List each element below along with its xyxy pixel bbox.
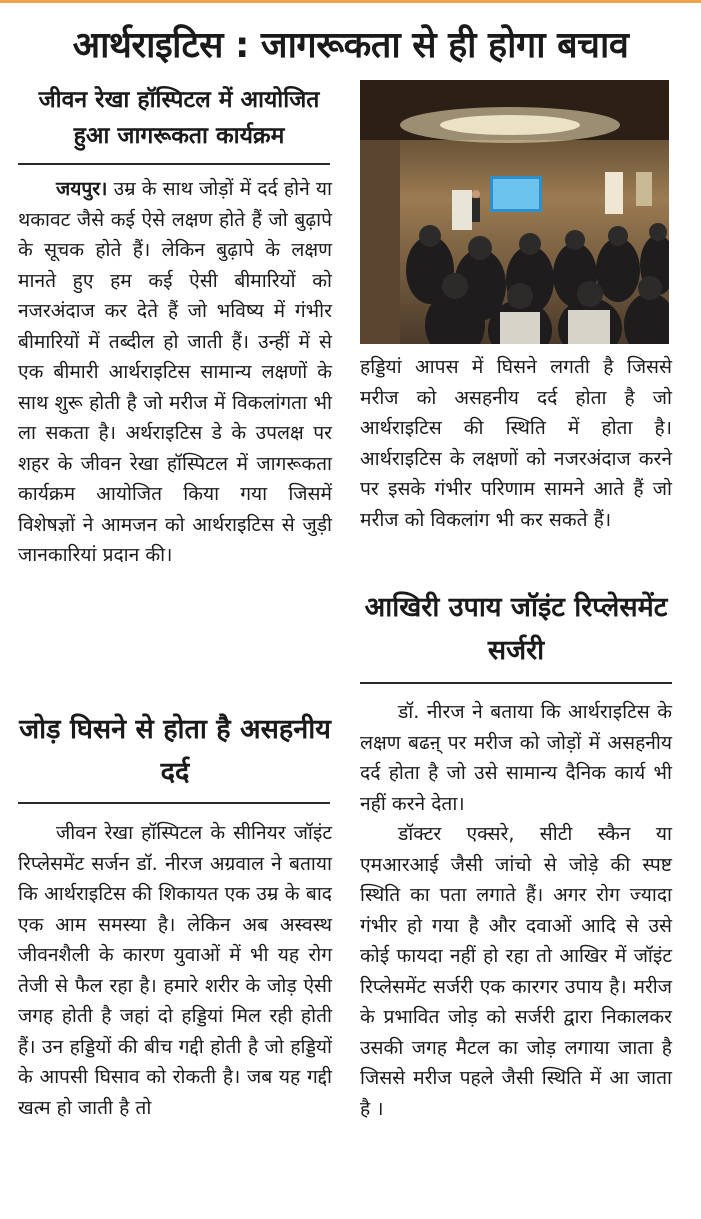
event-photo (360, 80, 669, 344)
section2-paragraph-1: डॉ. नीरज ने बताया कि आर्थराइटिस के लक्षण बढऩ् पर मरीज को जोड़ों में असहनीय दर्द होता है जो उसे सामान्य दैनिक कार्य भी नहीं करने देता। (360, 700, 672, 815)
intro-column (18, 174, 332, 571)
section2-paragraph-2: डॉक्टर एक्सरे, सीटी स्कैन या एमआरआई जैसी जांचो से जोड़े की स्पष्ट स्थिति का पता लगाते हैं। अगर रोग ज्यादा गंभीर हो गया है और दवाओं आदि से उसे कोई फायदा नहीं हो रहा तो आखिर में जॉइंट रिप्लेसमेंट सर्जरी एक कारगर उपाय है। मरीज के प्रभावित जोड़ को सर्जरी द्वारा निकालकर उसकी जगह मैटल का जोड़ लगाया जाता है जिससे मरीज पहले जैसी स्थिति में आ जाता है । (360, 822, 672, 1120)
intro-text: उम्र के साथ जोड़ों में दर्द होने या थकावट जैसे कई ऐसे लक्षण होते हैं जो बुढ़ापे के सूचक होते हैं। लेकिन बुढ़ापे के लक्षण मानते हुए हम कई ऐसी बीमारियों को नजरअंदाज कर देते हैं जो भविष्य में गंभीर बीमारियों में तब्दील हो जाती हैं। उन्हीं में से एक बीमारी आर्थराइटिस सामान्य लक्षणों के साथ शुरू होती है जो मरीज में विकलांगता भी ला सकता है। अर्थराइटिस डे के उपलक्ष पर शहर के जीवन रेखा हॉस्पिटल में जागरूकता कार्यक्रम आयोजित किया गया जिसमें विशेषज्ञों ने आमजन को आर्थराइटिस से जुड़ी जानकारियां प्रदान की। (18, 177, 332, 566)
subhead-divider (18, 163, 330, 165)
section-heading-joint-replacement: आखिरी उपाय जॉइंट रिप्लेसमेंट सर्जरी (364, 592, 668, 666)
dateline: जयपुर। (56, 177, 108, 200)
headline: आर्थराइटिस : जागरूकता से ही होगा बचाव (72, 25, 629, 66)
section1-divider (18, 802, 330, 804)
section1-paragraph: जीवन रेखा हॉस्पिटल के सीनियर जॉइंट रिप्लेसमेंट सर्जन डॉ. नीरज अग्रवाल ने बताया कि आर्थराइटिस की शिकायत एक उम्र के बाद एक आम समस्या है। लेकिन अब अस्वस्थ जीवनशैली के कारण युवाओं में भी यह रोग तेजी से फैल रहा है। हमारे शरीर के जोड़ ऐसी जगह होती है जहां दो हड्डियां मिल रही होती हैं। उन हड्डियों की बीच गद्दी होती है जो हड्डियों के आपसी घिसाव को रोकती है। जब यह गद्दी खत्म हो जाती है तो (18, 821, 332, 1119)
subheadline: जीवन रेखा हॉस्पिटल में आयोजित हुआ जागरूकता कार्यक्रम (38, 87, 320, 149)
top-accent-rule (0, 0, 701, 3)
intro-paragraph (18, 174, 332, 571)
section-heading-joint-wear: जोड़ घिसने से होता है असहनीय दर्द (19, 714, 331, 788)
section2-divider (360, 682, 672, 684)
section1-column (18, 818, 332, 1123)
continuation-paragraph: हड्डियां आपस में घिसने लगती है जिससे मरीज को असहनीय दर्द होता है जो आर्थराइटिस की स्थिति में होता है। आर्थराइटिस के लक्षणों को नजरअंदाज करने पर इसके गंभीर परिणाम सामने आते हैं जो मरीज को विकलांग भी कर सकते हैं। (360, 355, 672, 531)
event-photo-audience-presentation-icon (360, 80, 669, 344)
section2-column (360, 697, 672, 1124)
continuation-column (360, 352, 672, 535)
